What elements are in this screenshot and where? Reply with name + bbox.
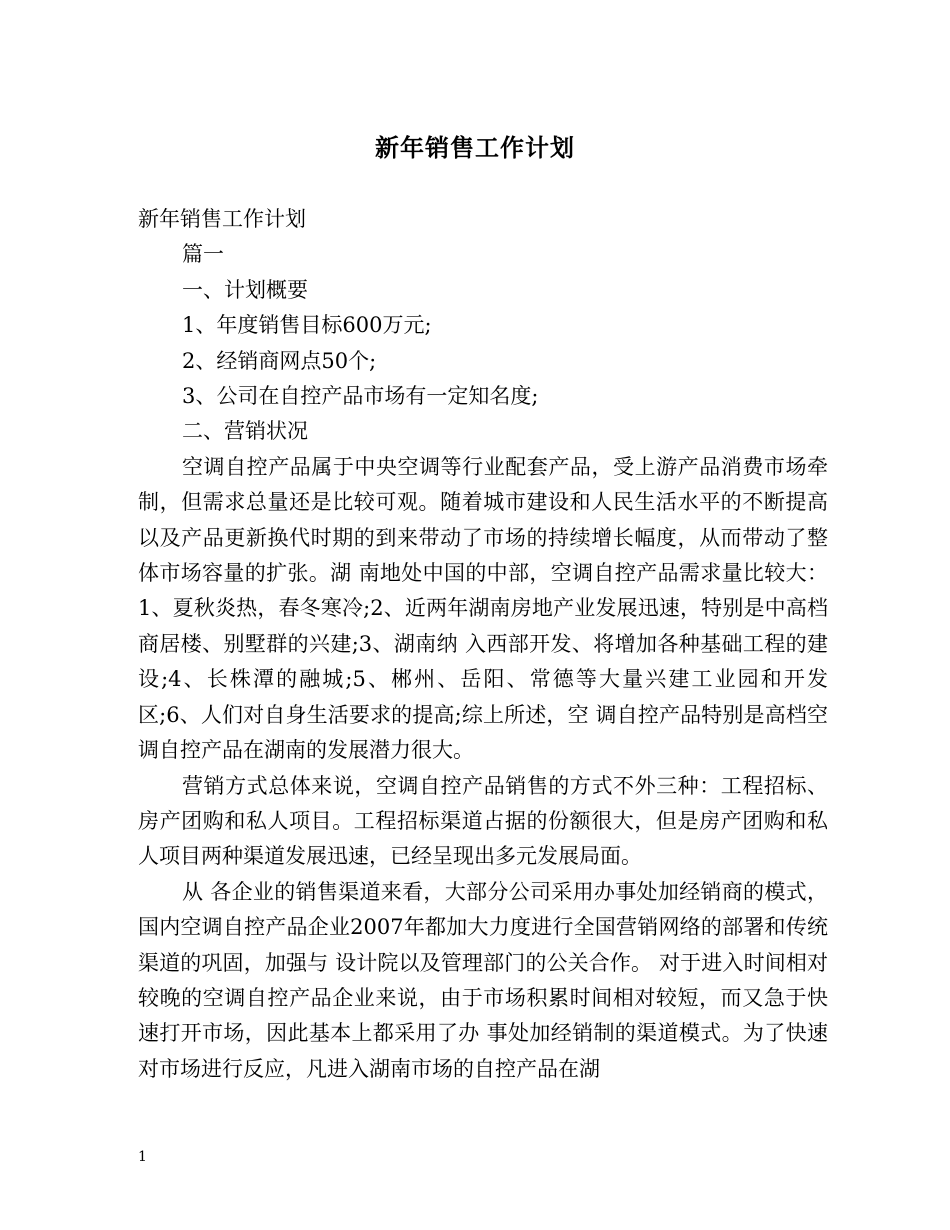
document-title: 新年销售工作计划 xyxy=(375,133,575,162)
section-heading-2: 二、营销状况 xyxy=(182,419,308,444)
document-body xyxy=(138,202,828,1087)
paragraph-sales-methods: 营销方式总体来说，空调自控产品销售的方式不外三种：工程招标、房产团购和私人项目。工程招标渠道占据的份额很大，但是房产团购和私人项目两种渠道发展迅速，已经呈现出多元发展局面。 xyxy=(138,773,828,869)
part-label: 篇一 xyxy=(182,242,224,267)
paragraph-market-overview: 空调自控产品属于中央空调等行业配套产品，受上游产品消费市场牵制，但需求总量还是比较可观。随着城市建设和人民生活水平的不断提高以及产品更新换代时期的到来带动了市场的持续增长幅度，从而带动了整体市场容量的扩张。湖 南地处中国的中部，空调自控产品需求量比较大：1、夏秋炎热，春冬寒冷;2、近两年湖南房地产业发展迅速，特别是中高档商居楼、别墅群的兴建;3、湖南纳 入西部开发、将增加各种基础工程的建设;4、长株潭的融城;5、郴州、岳阳、常德等大量兴建工业园和开发区;6、人们对自身生活要求的提高;综上所述，空 调自控产品特别是高档空调自控产品在湖南的发展潜力很大。 xyxy=(138,454,828,763)
page-number: 1 xyxy=(138,1149,147,1165)
plan-item-1: 1、年度销售目标600万元; xyxy=(182,313,432,338)
plan-item-3: 3、公司在自控产品市场有一定知名度; xyxy=(182,384,539,409)
document-subtitle: 新年销售工作计划 xyxy=(138,207,306,231)
plan-item-2: 2、经销商网点50个; xyxy=(182,348,377,373)
section-heading-1: 一、计划概要 xyxy=(182,277,308,302)
paragraph-sales-channels: 从 各企业的销售渠道来看，大部分公司采用办事处加经销商的模式，国内空调自控产品企业2007年都加大力度进行全国营销网络的部署和传统渠道的巩固，加强与 设计院以及管理部门的公关合作。 对于进入时间相对较晚的空调自控产品企业来说，由于市场积累时间相对较短，而又急于快速打开市场，因此基本上都采用了办 事处加经销制的渠道模式。为了快速对市场进行反应，凡进入湖南市场的自控产品在湖 xyxy=(138,879,828,1081)
